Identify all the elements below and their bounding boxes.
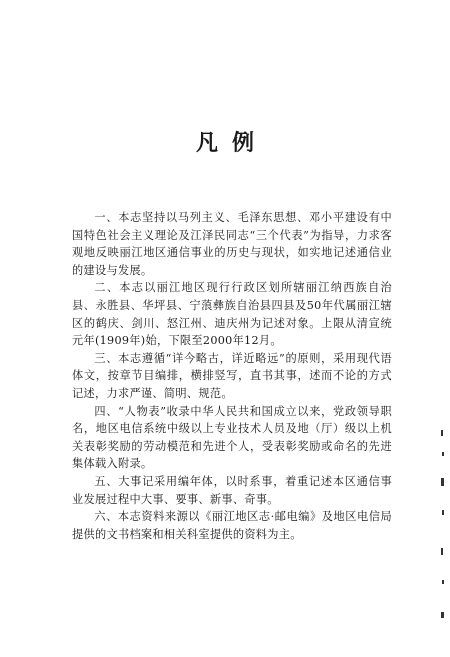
guidelines-body	[72, 209, 392, 543]
guideline-paragraph-2: 二、本志以丽江地区现行行政区划所辖丽江纳西族自治县、永胜县、华坪县、宁蒗彝族自治县四县及50年代属丽江辖区的鹤庆、剑川、怒江州、迪庆州为记述对象。上限从清宣统元年(1909年)始，下限至2000年12月。	[72, 281, 392, 348]
guideline-paragraph-6: 六、本志资料来源以《丽江地区志·邮电编》及地区电信局提供的文书档案和相关科室提供的资料为主。	[72, 510, 392, 541]
guideline-paragraph-5: 五、大事记采用编年体，以时系事，着重记述本区通信事业发展过程中大事、要事、新事、奇事。	[72, 474, 392, 506]
page-title: 凡例	[195, 130, 268, 156]
guideline-paragraph-3: 三、本志遵循“详今略古，详近略远”的原则，采用现代语体文，按章节目编排，横排竖写，直书其事，述而不论的方式记述，力求严谨、简明、规范。	[72, 351, 392, 400]
scan-edge-marks	[441, 430, 444, 630]
guideline-paragraph-1: 一、本志坚持以马列主义、毛泽东思想、邓小平建设有中国特色社会主义理论及江泽民同志“三个代表”为指导，力求客观地反映丽江地区通信事业的历史与现状，如实地记述通信业的建设与发展。	[72, 211, 392, 277]
guideline-paragraph-4: 四、“人物表”收录中华人民共和国成立以来，党政领导职名，地区电信系统中级以上专业技术人员及地（厅）级以上机关表彰奖励的劳动模范和先进个人，受表彰奖励或命名的先进集体载入附录。	[72, 404, 392, 471]
